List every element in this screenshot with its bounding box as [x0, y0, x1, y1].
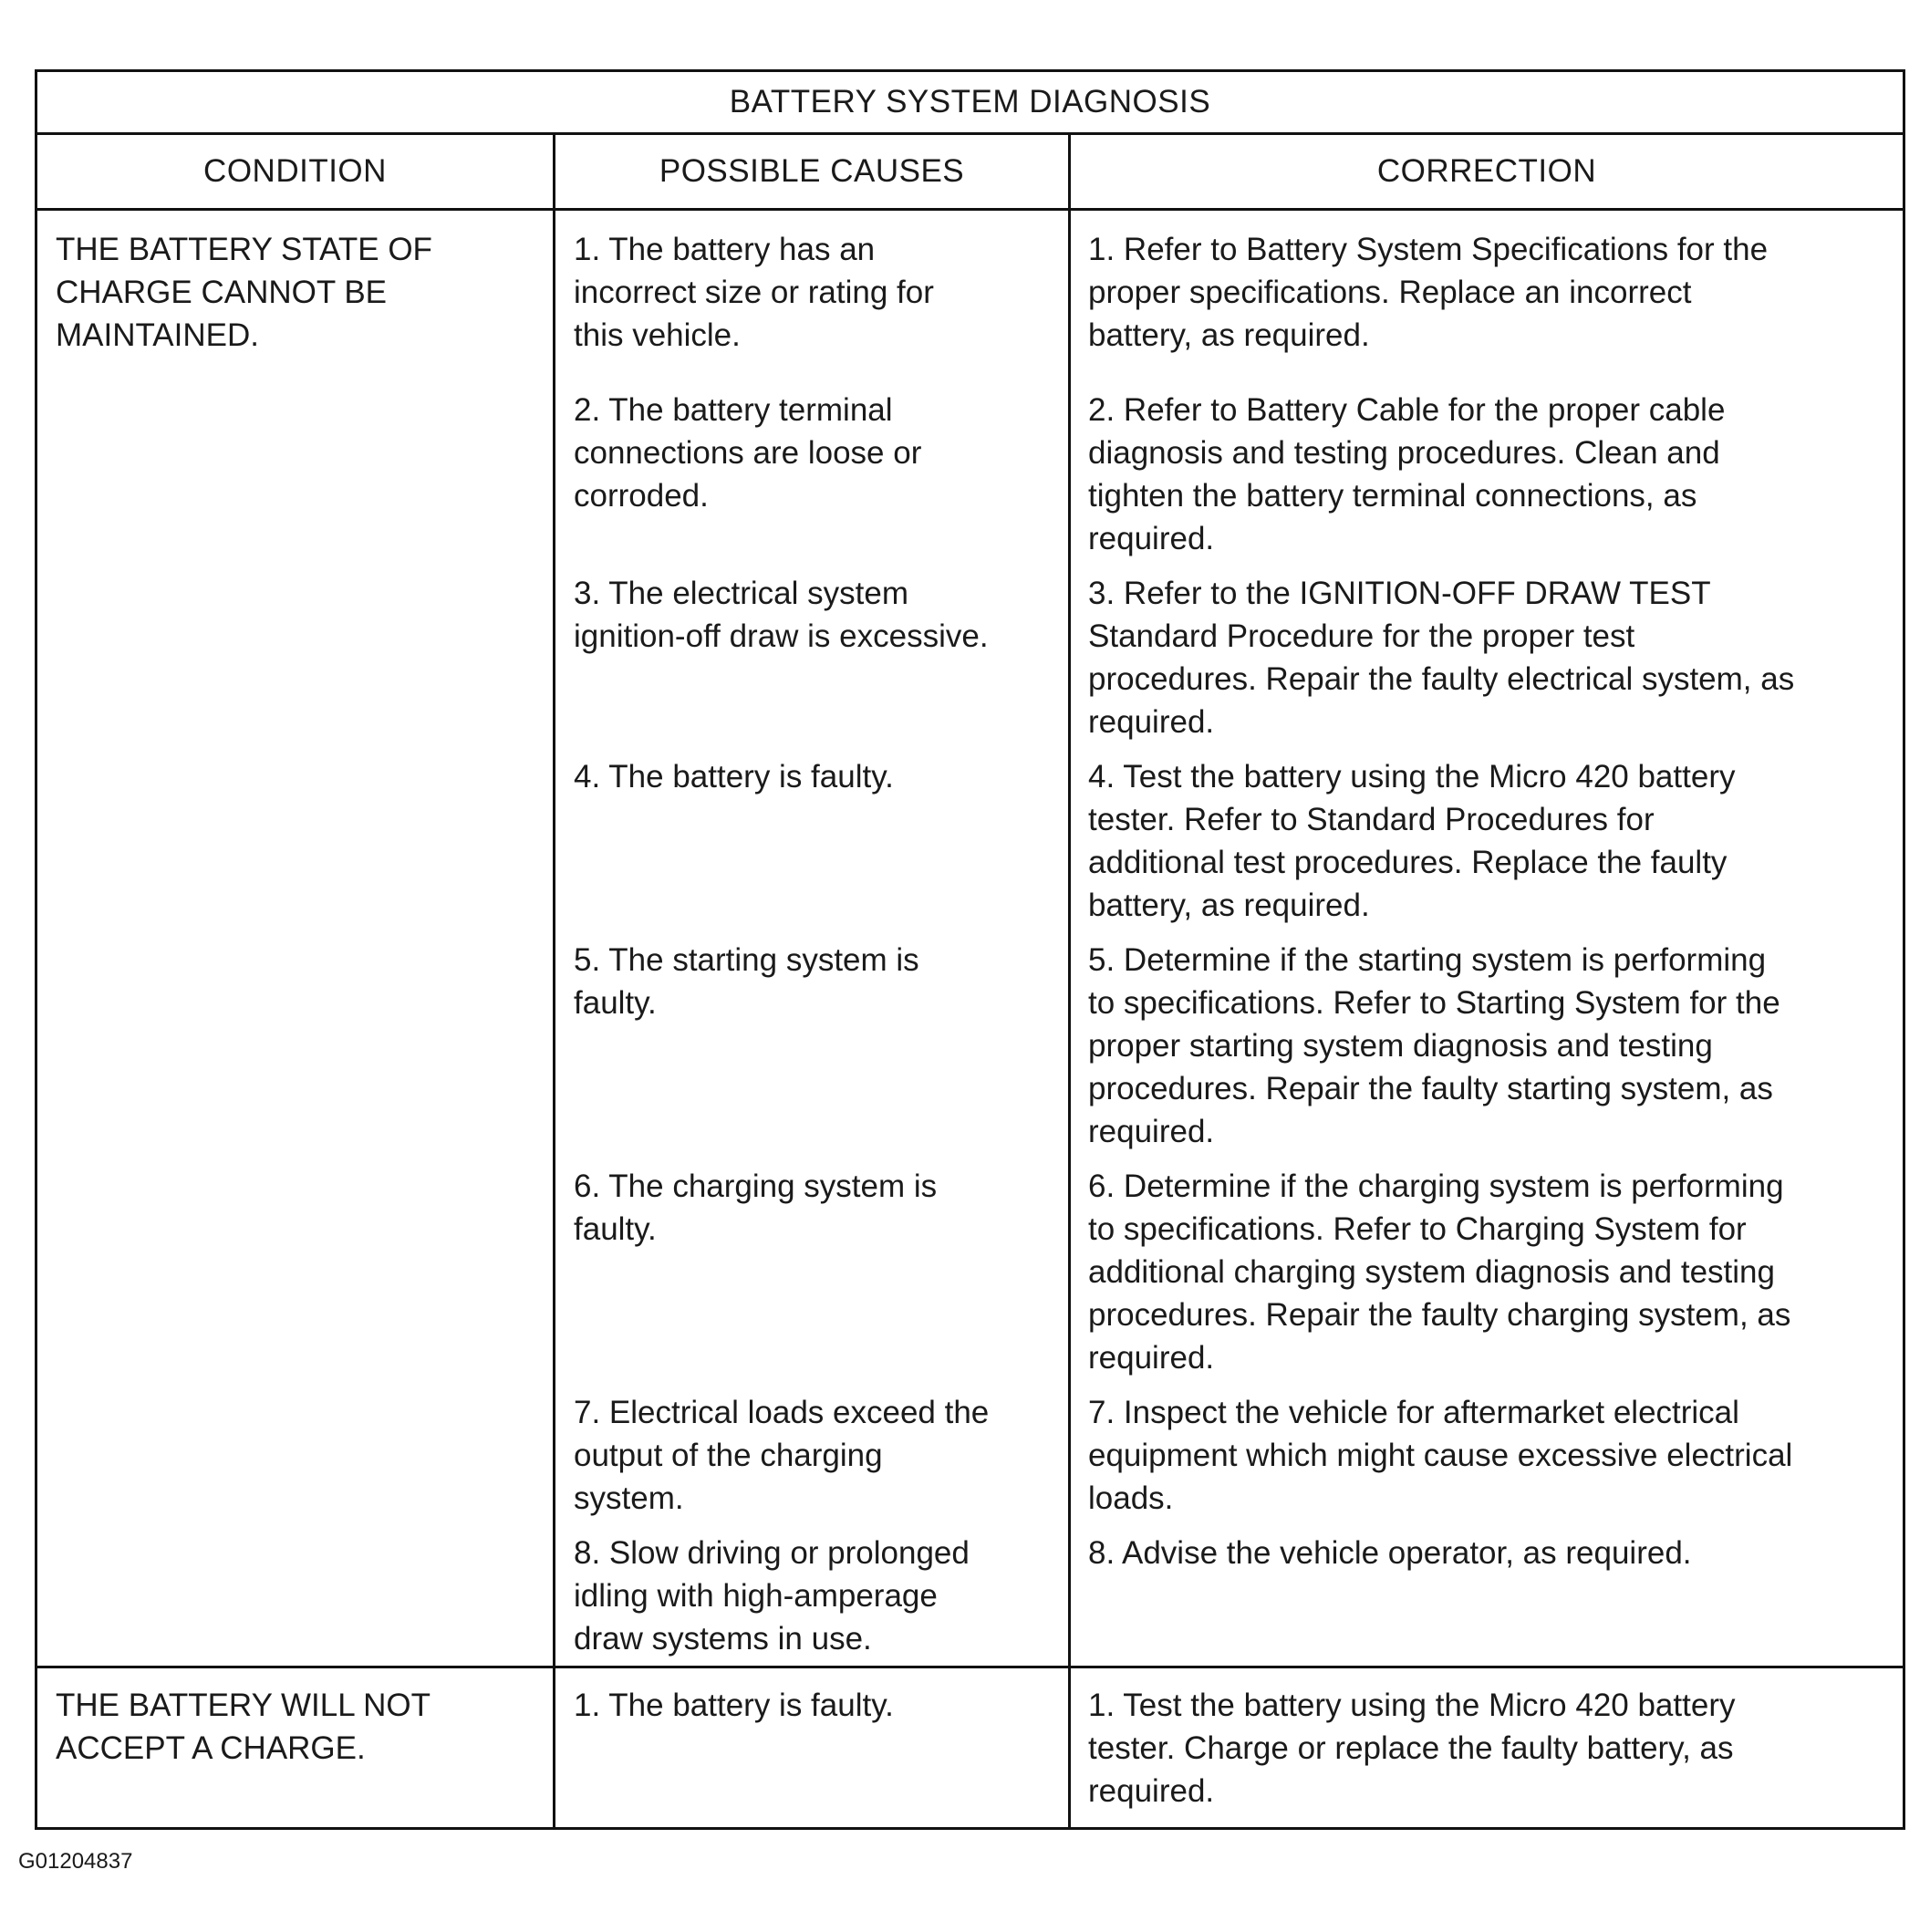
row-divider: [37, 1666, 1903, 1668]
correction-item: 5. Determine if the starting system is performing to specifications. Refer to Starting System for the proper starting system diagnosis and testing procedures. Repair the faulty starting system, as required.: [1088, 942, 1780, 1149]
figure-id: G01204837: [18, 1849, 133, 1874]
correction-item: 2. Refer to Battery Cable for the proper cable diagnosis and testing procedures. Clean and tighten the battery terminal connections, as required.: [1088, 392, 1726, 556]
column-divider-1: [553, 135, 555, 1827]
condition-text: THE BATTERY STATE OF CHARGE CANNOT BE MAINTAINED.: [56, 232, 432, 353]
cause-item: 1. The battery has an incorrect size or rating for this vehicle.: [574, 232, 934, 353]
correction-item: 8. Advise the vehicle operator, as required.: [1088, 1535, 1692, 1571]
column-divider-2: [1068, 135, 1071, 1827]
cause-item: 5. The starting system is faulty.: [574, 942, 919, 1021]
cause-item: 3. The electrical system ignition-off draw is excessive.: [574, 576, 989, 654]
cause-item: 8. Slow driving or prolonged idling with high-amperage draw systems in use.: [574, 1535, 970, 1657]
diagnosis-table: [35, 69, 1905, 1830]
correction-item: 1. Refer to Battery System Specifications for the proper specifications. Replace an incorrect battery, as required.: [1088, 232, 1769, 353]
correction-item: 3. Refer to the IGNITION-OFF DRAW TEST Standard Procedure for the proper test procedures. Repair the faulty electrical system, as required.: [1088, 576, 1795, 740]
cause-item: 4. The battery is faulty.: [574, 759, 894, 795]
header-correction: CORRECTION: [1376, 153, 1597, 189]
cause-item: 2. The battery terminal connections are loose or corroded.: [574, 392, 922, 514]
cause-item: 7. Electrical loads exceed the output of the charging system.: [574, 1395, 990, 1516]
correction-item: 6. Determine if the charging system is performing to specifications. Refer to Charging System for additional charging system diagnosis and testing procedures. Repair the faulty charging system, as required.: [1088, 1169, 1791, 1376]
cause-item: 1. The battery is faulty.: [574, 1688, 894, 1723]
header-row: [37, 135, 1903, 211]
correction-item: 1. Test the battery using the Micro 420 battery tester. Charge or replace the faulty battery, as required.: [1088, 1688, 1736, 1809]
condition-text: THE BATTERY WILL NOT ACCEPT A CHARGE.: [56, 1688, 431, 1766]
cause-item: 6. The charging system is faulty.: [574, 1169, 938, 1247]
correction-item: 4. Test the battery using the Micro 420 battery tester. Refer to Standard Procedures for additional test procedures. Replace the faulty battery, as required.: [1088, 759, 1736, 923]
table-title: BATTERY SYSTEM DIAGNOSIS: [37, 72, 1903, 135]
header-condition: CONDITION: [203, 153, 387, 189]
header-causes: POSSIBLE CAUSES: [659, 153, 965, 189]
correction-item: 7. Inspect the vehicle for aftermarket electrical equipment which might cause excessive electrical loads.: [1088, 1395, 1793, 1516]
